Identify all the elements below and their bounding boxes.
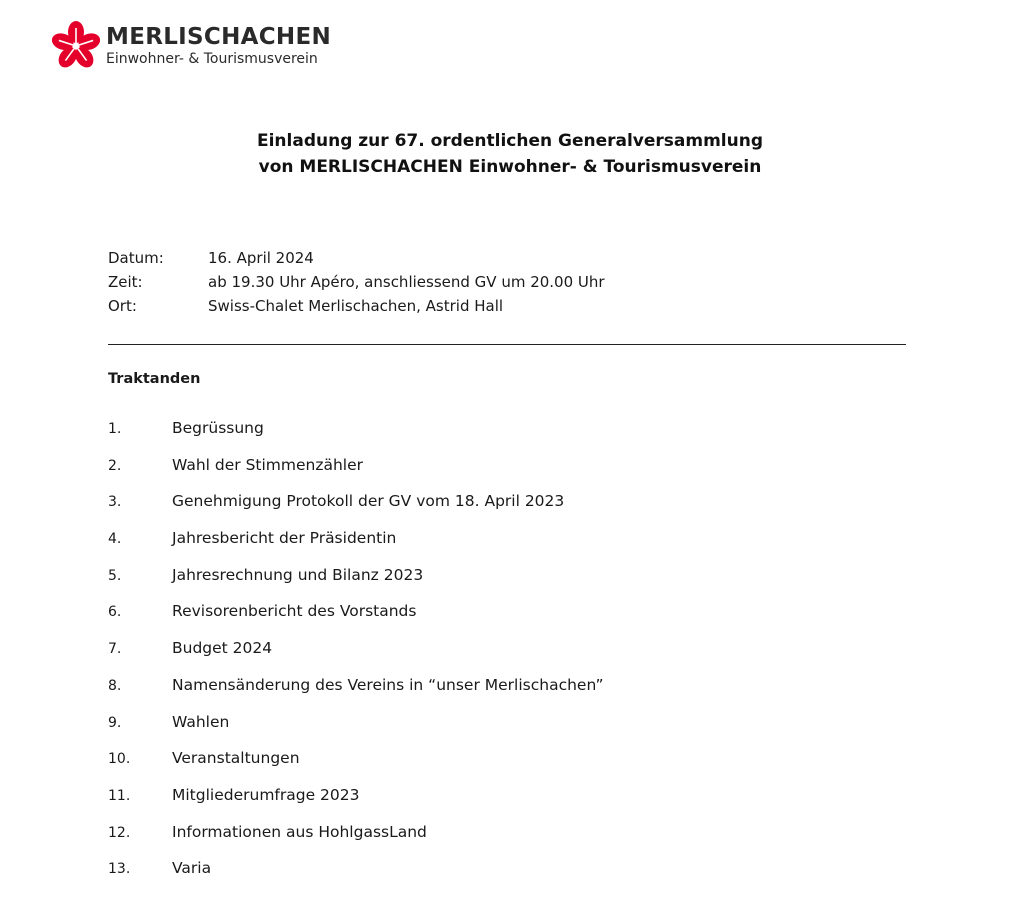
time-label: Zeit:	[108, 273, 143, 291]
list-item	[108, 456, 603, 493]
item-text: Revisorenbericht des Vorstands	[172, 602, 417, 621]
item-text: Wahlen	[172, 712, 230, 731]
item-text: Wahl der Stimmenzähler	[172, 455, 364, 474]
list-item	[108, 786, 603, 823]
list-item	[108, 419, 603, 456]
list-item	[108, 529, 603, 566]
item-number: 1.	[108, 421, 122, 437]
title-line-2: von MERLISCHACHEN Einwohner- & Tourismusverein	[258, 157, 762, 177]
place-value: Swiss-Chalet Merlischachen, Astrid Hall	[208, 297, 504, 315]
list-item	[108, 859, 603, 896]
item-number: 13.	[108, 861, 131, 878]
time-value: ab 19.30 Uhr Apéro, anschliessend GV um 20.00 Uhr	[208, 273, 605, 291]
item-number: 5.	[108, 567, 122, 584]
item-number: 9.	[108, 714, 122, 731]
item-number: 3.	[108, 494, 122, 511]
item-number: 6.	[108, 604, 122, 621]
item-number: 10.	[108, 751, 131, 768]
meeting-details	[108, 246, 605, 318]
date-label: Datum:	[108, 249, 164, 267]
item-text: Genehmigung Protokoll der GV vom 18. April 2023	[172, 492, 565, 511]
list-item	[108, 492, 603, 529]
agenda-heading: Traktanden	[108, 371, 201, 387]
item-text: Informationen aus HohlgassLand	[172, 822, 427, 841]
logo	[50, 20, 331, 72]
list-item	[108, 749, 603, 786]
date-value: 16. April 2024	[208, 249, 314, 267]
flower-logo-icon	[50, 20, 102, 72]
item-number: 4.	[108, 531, 122, 548]
list-item	[108, 639, 603, 676]
list-item	[108, 823, 603, 860]
item-number: 7.	[108, 641, 122, 658]
item-text: Mitgliederumfrage 2023	[172, 785, 360, 804]
item-text: Varia	[172, 859, 212, 878]
divider	[108, 344, 906, 345]
list-item	[108, 713, 603, 750]
item-text: Begrüssung	[172, 419, 264, 437]
agenda-list	[108, 419, 603, 896]
item-text: Namensänderung des Vereins in “unser Merlischachen”	[172, 675, 604, 694]
item-number: 11.	[108, 787, 131, 804]
logo-subtitle: Einwohner- & Tourismusverein	[106, 51, 318, 67]
title-line-1: Einladung zur 67. ordentlichen Generalversammlung	[256, 131, 764, 151]
item-text: Jahresrechnung und Bilanz 2023	[172, 565, 424, 584]
date-row	[108, 246, 605, 270]
document-title	[0, 128, 1020, 180]
place-label: Ort:	[108, 297, 137, 315]
item-number: 8.	[108, 677, 122, 694]
list-item	[108, 676, 603, 713]
logo-name: MERLISCHACHEN	[106, 24, 332, 50]
list-item	[108, 566, 603, 603]
item-text: Veranstaltungen	[172, 749, 300, 768]
item-number: 2.	[108, 457, 122, 474]
item-text: Budget 2024	[172, 639, 273, 658]
item-text: Jahresbericht der Präsidentin	[172, 529, 397, 548]
place-row	[108, 294, 605, 318]
list-item	[108, 602, 603, 639]
item-number: 12.	[108, 824, 131, 841]
time-row	[108, 270, 605, 294]
